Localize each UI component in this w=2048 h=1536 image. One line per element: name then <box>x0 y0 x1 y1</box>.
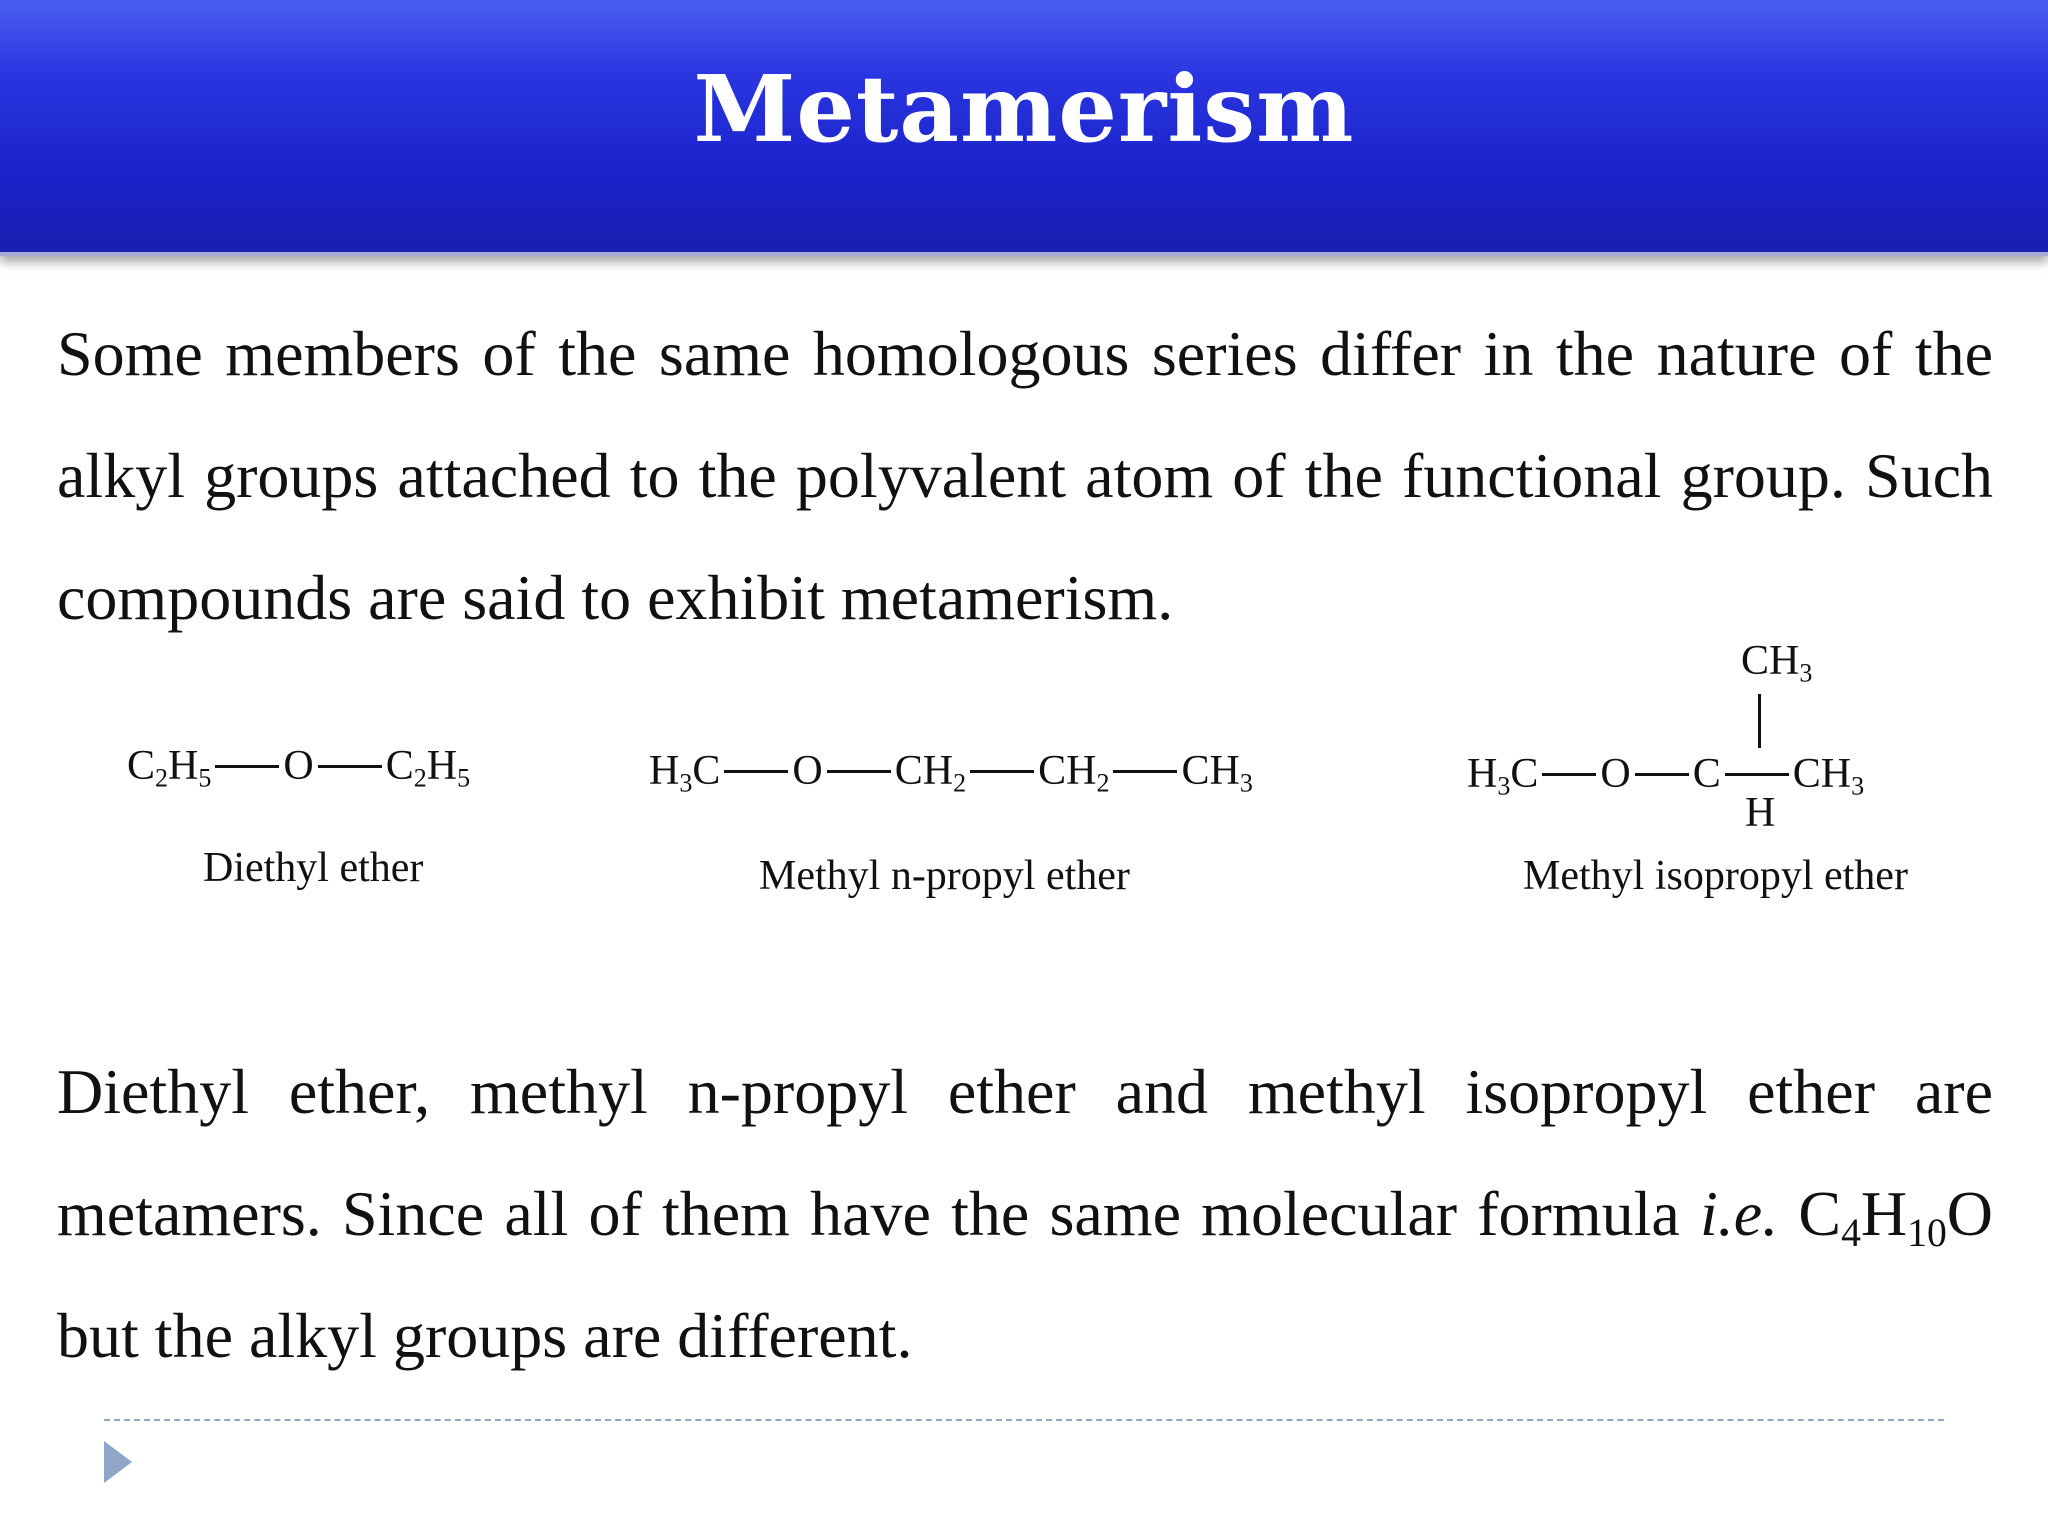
title-bar <box>0 0 2048 256</box>
bond <box>1542 773 1596 776</box>
isopropyl-bottom-hydrogen: H <box>1745 790 1776 836</box>
bond <box>318 765 382 768</box>
play-triangle-icon <box>104 1441 132 1483</box>
methyl-npropyl-ether-caption: Methyl n-propyl ether <box>759 853 1130 899</box>
bond <box>724 770 788 773</box>
slide-title: Metamerism <box>693 55 1355 163</box>
footer-divider <box>104 1419 1944 1421</box>
diethyl-ether-caption: Diethyl ether <box>203 845 424 891</box>
intro-paragraph: Some members of the same homologous series differ in the nature of the alkyl groups attached to the polyvalent atom of the functional group. Such compounds are said to exhibit metamerism. <box>57 318 1993 633</box>
bond <box>827 770 891 773</box>
ie-abbrev: i.e. <box>1700 1178 1779 1249</box>
bond <box>1635 773 1689 776</box>
methyl-isopropyl-ether-caption: Methyl isopropyl ether <box>1523 853 1908 899</box>
bond <box>1725 773 1789 776</box>
vertical-bond <box>1758 694 1761 748</box>
molecular-formula: $C_4H_{10}O$ <box>1798 1178 1994 1256</box>
isopropyl-top-methyl: $CH_3$ <box>1741 638 1813 688</box>
bond <box>1113 770 1177 773</box>
methyl-npropyl-ether-formula: $H_3C$ O $CH_2$ $CH_2$ $CH_3$ <box>649 748 1253 798</box>
methyl-isopropyl-ether-formula: $H_3C$ O C $CH_3$ <box>1467 751 1865 801</box>
conclusion-paragraph: Diethyl ether, methyl n-propyl ether and methyl isopropyl ether are metamers. Since all of them have the same molecular formula i.e. $C_4H_{10}O$ but the alkyl groups are different. <box>57 1056 1994 1371</box>
diethyl-ether-formula: $C_2H_5$ O $C_2H_5$ <box>127 743 471 793</box>
bond <box>215 765 279 768</box>
bond <box>970 770 1034 773</box>
